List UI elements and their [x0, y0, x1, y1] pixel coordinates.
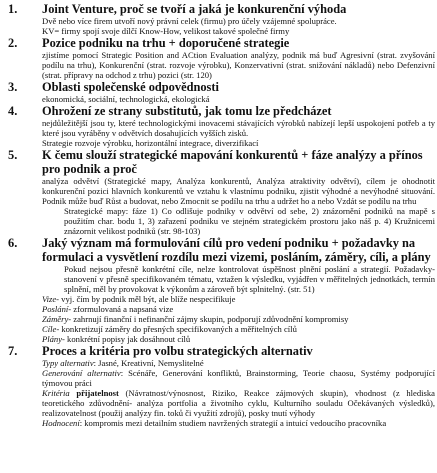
term-label: Vize	[42, 294, 57, 304]
line-text: - zformulovaná a napsaná vize	[68, 304, 174, 314]
line-text: - vyj. čím by podnik měl být, ale blíže nespecifikuje	[56, 294, 236, 304]
section-body	[42, 50, 435, 80]
line-text: : Scénáře, Generování konfliktů, Brainstorming, Teorie chaosu, Systémy podporující týmovou práci	[42, 368, 435, 388]
line-text: analýza odvětví (Strategické mapy, Analýza konkurentů, Analýza atraktivity odvětví), cílem je ohodnotit konkurenční pozici hlavních konkurentů ve vztahu k vlastnímu podniku, zjistit výhodné a nevýhodné situování. Podnik může buď Růst a budovat, nebo Zmocnit se podílu na trhu a udržet ho a nebo Vzdát se podílu na trhu	[42, 176, 435, 206]
section-3	[0, 80, 437, 104]
line-text: nejdůležitější jsou ty, které technologickými inovacemi stávajících výrobků nabízejí lepší uspokojení potřeb a ty které jsou vyráběny v odvětvích dosahujících vyšších zisků.	[42, 118, 435, 138]
body-line	[42, 314, 435, 324]
term-label: Plány	[42, 334, 63, 344]
section-body	[42, 94, 435, 104]
section-body	[42, 16, 435, 36]
section-number: 5.	[8, 148, 18, 162]
section-number: 6.	[8, 236, 18, 250]
section-heading: Pozice podniku na trhu + doporučené strategie	[42, 36, 290, 50]
body-line	[42, 176, 435, 206]
line-text: Strategie rozvoje výrobku, horizontální integrace, diverzifikací	[42, 138, 259, 148]
section-number: 3.	[8, 80, 18, 94]
line-text: Pokud nejsou přesně konkrétní cíle, nelze kontrolovat úspěšnost plnění poslání a strategií. Požadavky- stanovení v přesně specifikovaném tématu, vztažen k výsledku, vyjádřen v měřitelných jednotkách, termín splnění, měl by provokovat k výkonům a zároveň být splnitelný. (str. 51)	[64, 264, 435, 294]
body-line	[42, 264, 435, 294]
body-line	[42, 304, 435, 314]
section-2	[0, 36, 437, 80]
term-label: Záměry	[42, 314, 69, 324]
section-5	[0, 148, 437, 236]
section-1	[0, 2, 437, 36]
section-body	[42, 264, 435, 344]
section-number: 7.	[8, 344, 18, 358]
term-label: Generování alternativ	[42, 368, 121, 378]
body-line	[42, 16, 435, 26]
section-7	[0, 344, 437, 428]
section-body	[42, 118, 435, 148]
section-heading: Jaký význam má formulování cílů pro vedení podniku + požadavky na formulaci a vysvětlení rozdílu mezi vizemi, posláním, záměry, cíli, a plány	[42, 236, 431, 264]
section-heading: Joint Venture, proč se tvoří a jaká je konkurenční výhoda	[42, 2, 347, 16]
term-label: Typy alternativ	[42, 358, 94, 368]
body-line	[42, 138, 435, 148]
section-6	[0, 236, 437, 344]
body-line	[42, 94, 435, 104]
line-text: KV= firmy spojí svoje dílčí Know-How, velikost takové společné firmy	[42, 26, 290, 36]
section-heading: Ohrožení ze strany substitutů, jak tomu lze předcházet	[42, 104, 332, 118]
section-4	[0, 104, 437, 148]
line-text: (Návratnost/výnosnost, Riziko, Reakce zájmových skupin), vhodnost (z hlediska teoretického zdůvodnění- analýza portfolia a životního cyklu, Kulturního souladu Očekávaných výsledků), realizovatelnost (použij analýzy fin. toků či využití zdrojů), posky tnutí výhody	[42, 388, 435, 418]
section-heading: Proces a kritéria pro volbu strategických alternativ	[42, 344, 313, 358]
body-line	[42, 50, 435, 80]
term-label: Cíle	[42, 324, 57, 334]
line-text: ekonomická, sociální, technologická, ekologická	[42, 94, 210, 104]
term-label: Hodnocení	[42, 418, 80, 428]
body-line	[42, 388, 435, 418]
line-text: - zahrnují finanční i nefinanční zájmy skupin, podporují zdůvodnění kompromisy	[68, 314, 349, 324]
section-heading: Oblasti společenské odpovědnosti	[42, 80, 219, 94]
term-label: Poslání	[42, 304, 69, 314]
body-line	[42, 368, 435, 388]
line-text: : Jasné, Kreativní, Nemyslitelné	[93, 358, 204, 368]
body-line	[42, 118, 435, 138]
line-text: - konkrétní popisy jak dosáhnout cílů	[62, 334, 191, 344]
body-line	[42, 26, 435, 36]
section-body	[42, 358, 435, 428]
section-body	[42, 176, 435, 236]
section-list	[0, 2, 437, 428]
body-line	[42, 324, 435, 334]
section-number: 4.	[8, 104, 18, 118]
line-text: zjistíme pomocí Strategic Position and ACtion Evaluation analýzy, podnik má buď Agresivní (strat. zvyšování podílu na trhu), Konkurenční (strat. rozvoje výrobku), Konzervativní (strat. snižování nákladů) nebo Defenzivní (strat. přípravy na odchod z trhu) pozici (str. 120)	[42, 50, 435, 80]
line-text: : kompromis mezi detailním studiem navržených strategií a intuicí vedoucího pracovníka	[79, 418, 387, 428]
term-label: Kritéria	[42, 388, 70, 398]
body-line	[42, 418, 435, 428]
line-text: - konkretizují záměry do přesných specifikovaných a měřitelných cílů	[56, 324, 297, 334]
line-text: Dvě nebo více firem utvoří nový právní celek (firmu) pro účely vzájemné spolupráce.	[42, 16, 337, 26]
body-line	[42, 358, 435, 368]
body-line	[42, 334, 435, 344]
term-bold: přijatelnost	[76, 388, 119, 398]
document-page	[0, 2, 437, 428]
section-heading: K čemu slouží strategické mapování konkurentů + fáze analýzy a přínos pro podnik a proč	[42, 148, 423, 176]
body-line	[42, 294, 435, 304]
section-number: 2.	[8, 36, 18, 50]
line-text: Strategické mapy: fáze 1) Co odlišuje podniky v odvětví od sebe, 2) znázornění podniků na mapě s použitím char. bodu 1, 3) zařazení podniku ve stejném strategickém prostoru jako náš p. 4) Kružnicemi znázornit velikost podniků (str. 98-103)	[64, 206, 435, 236]
section-number: 1.	[8, 2, 18, 16]
body-line	[42, 206, 435, 236]
